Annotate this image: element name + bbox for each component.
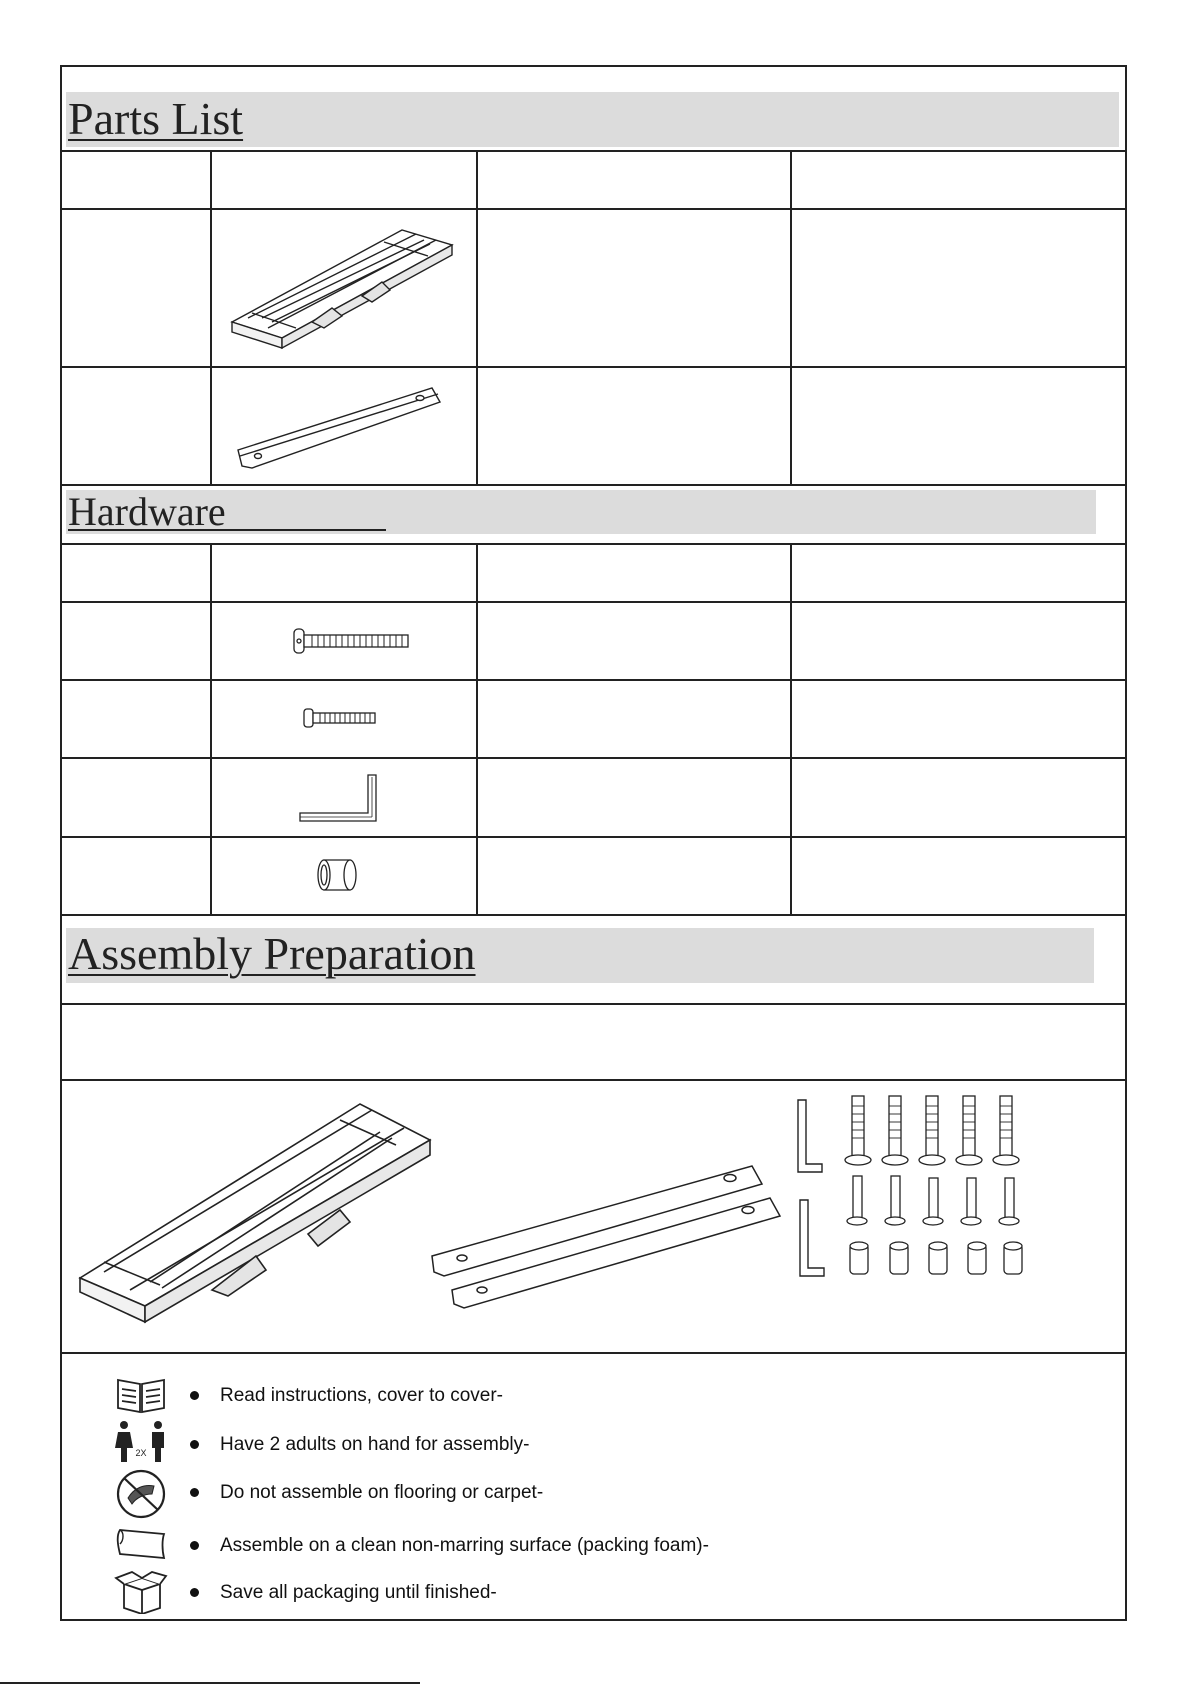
bullet — [190, 1391, 199, 1400]
parts-list-title: Parts List — [68, 93, 244, 144]
long-bolt-cell — [212, 603, 474, 677]
assembly-preparation-title: Assembly Preparation — [68, 928, 476, 979]
bullet — [190, 1488, 199, 1497]
support-bracket-cell — [212, 368, 474, 482]
parts-table-divider — [476, 150, 478, 484]
parts-table-rule — [60, 484, 1127, 486]
note-clean-surface: Assemble on a clean non-marring surface (packing foam)- — [220, 1535, 709, 1556]
barrel-nut-cell — [212, 838, 474, 912]
hardware-table-rule — [60, 914, 1127, 916]
box-icon — [114, 1570, 168, 1614]
bullet — [190, 1440, 199, 1449]
long-bolt-icon — [212, 603, 474, 677]
allen-key-icon — [212, 759, 474, 834]
shelf-board-cell — [212, 210, 474, 364]
hardware-table-divider — [476, 543, 478, 914]
note-read-instructions: Read instructions, cover to cover- — [220, 1385, 504, 1406]
shelf-board-icon — [212, 210, 474, 364]
note-two-adults: Have 2 adults on hand for assembly- — [220, 1434, 530, 1455]
hardware-table-rule — [60, 543, 1127, 545]
support-bracket-icon — [212, 368, 474, 482]
book-icon — [114, 1376, 168, 1416]
short-bolt-cell — [212, 681, 474, 755]
barrel-nut-icon — [212, 838, 474, 912]
hardware-title: Hardware — [68, 489, 226, 534]
hardware-title-underline — [68, 529, 386, 531]
short-bolt-icon — [212, 681, 474, 755]
note-no-carpet: Do not assemble on flooring or carpet- — [220, 1482, 544, 1503]
parts-table-divider — [790, 150, 792, 484]
foam-sheet-icon — [114, 1526, 168, 1562]
hardware-table-divider — [790, 543, 792, 914]
bullet — [190, 1588, 199, 1597]
bullet — [190, 1541, 199, 1550]
prep-rule — [60, 1352, 1127, 1354]
prep-rule — [60, 1003, 1127, 1005]
parts-table-rule — [60, 150, 1127, 152]
note-save-packaging: Save all packaging until finished- — [220, 1582, 497, 1603]
allen-key-cell — [212, 759, 474, 834]
prep-rule — [60, 1079, 1127, 1081]
two-adults-badge: 2X — [135, 1448, 147, 1458]
two-adults-icon — [114, 1420, 168, 1464]
no-carpet-icon — [114, 1468, 168, 1520]
